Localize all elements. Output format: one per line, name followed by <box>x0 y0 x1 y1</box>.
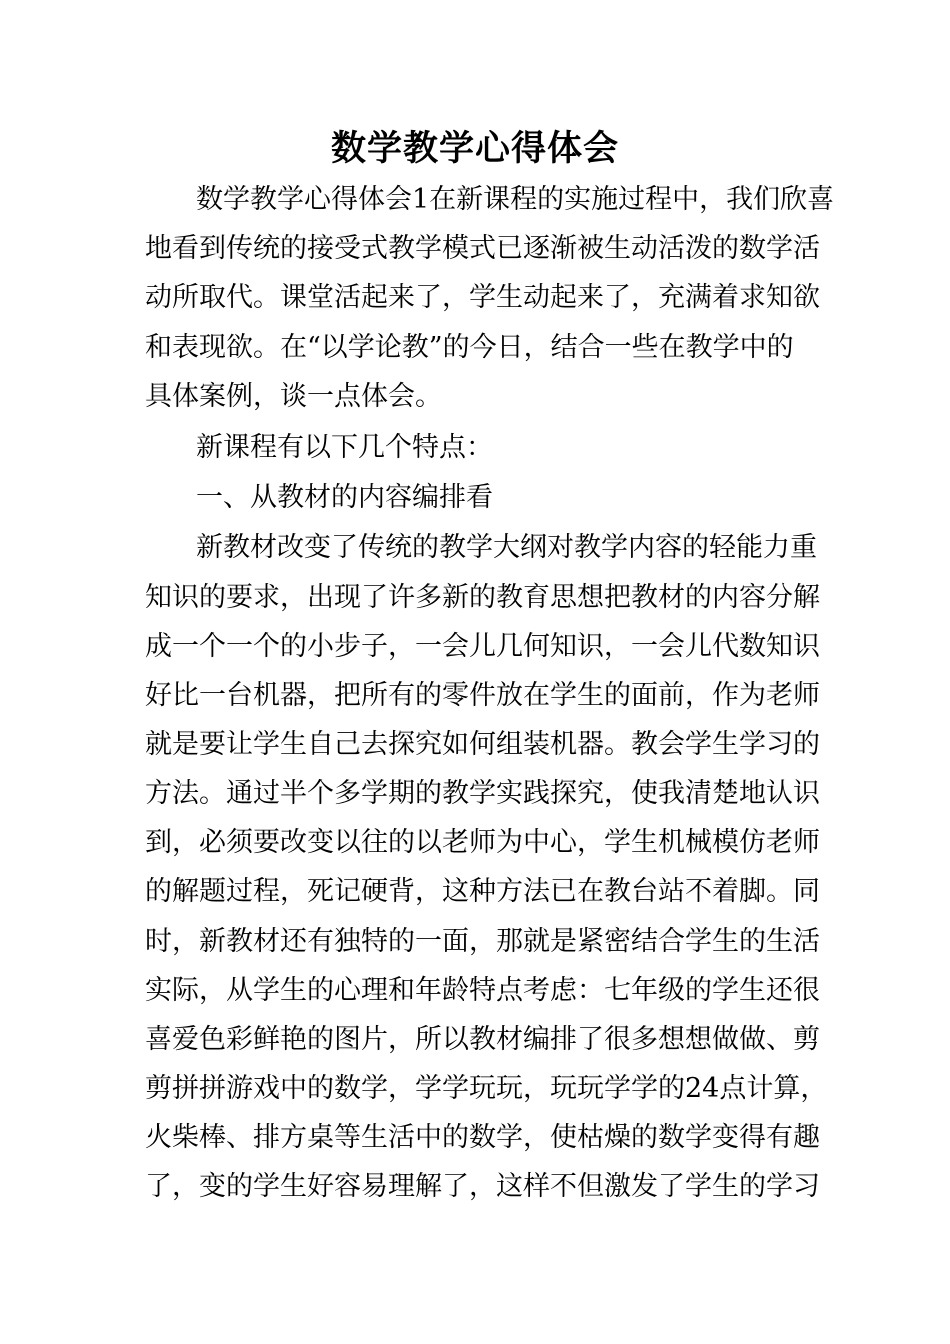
body-line: 知识的要求，出现了许多新的教育思想把教材的内容分解 <box>145 582 820 613</box>
body-line: 具体案例，谈一点体会。 <box>145 381 442 412</box>
section-heading: 一、从教材的内容编排看 <box>196 482 493 513</box>
body-line: 了，变的学生好容易理解了，这样不但激发了学生的学习 <box>145 1171 820 1202</box>
body-line: 的解题过程，死记硬背，这种方法已在教台站不着脚。同 <box>145 876 820 907</box>
body-line: 数学教学心得体会1在新课程的实施过程中，我们欣喜 <box>196 184 835 215</box>
body-line: 时，新教材还有独特的一面，那就是紧密结合学生的生活 <box>145 926 820 957</box>
document-title: 数学教学心得体会 <box>330 128 619 169</box>
body-line: 方法。通过半个多学期的教学实践探究，使我清楚地认识 <box>145 778 820 809</box>
body-line: 和表现欲。在“以学论教”的今日，结合一些在教学中的 <box>145 332 794 363</box>
body-line: 动所取代。课堂活起来了，学生动起来了，充满着求知欲 <box>145 282 820 313</box>
body-line: 新教材改变了传统的教学大纲对教学内容的轻能力重 <box>196 532 817 563</box>
body-line: 就是要让学生自己去探究如何组装机器。教会学生学习的 <box>145 729 820 760</box>
body-line: 实际，从学生的心理和年龄特点考虑：七年级的学生还很 <box>145 975 820 1006</box>
body-line: 剪拼拼游戏中的数学，学学玩玩，玩玩学学的24点计算， <box>145 1073 828 1104</box>
body-line: 地看到传统的接受式教学模式已逐渐被生动活泼的数学活 <box>145 233 820 264</box>
body-line: 火柴棒、排方桌等生活中的数学，使枯燥的数学变得有趣 <box>145 1122 820 1153</box>
body-line: 喜爱色彩鲜艳的图片，所以教材编排了很多想想做做、剪 <box>145 1024 820 1055</box>
body-line: 成一个一个的小步子，一会儿几何知识，一会儿代数知识 <box>145 631 820 662</box>
body-line: 好比一台机器，把所有的零件放在学生的面前，作为老师 <box>145 680 820 711</box>
body-line: 新课程有以下几个特点： <box>196 432 493 463</box>
body-line: 到，必须要改变以往的以老师为中心，学生机械模仿老师 <box>145 827 820 858</box>
